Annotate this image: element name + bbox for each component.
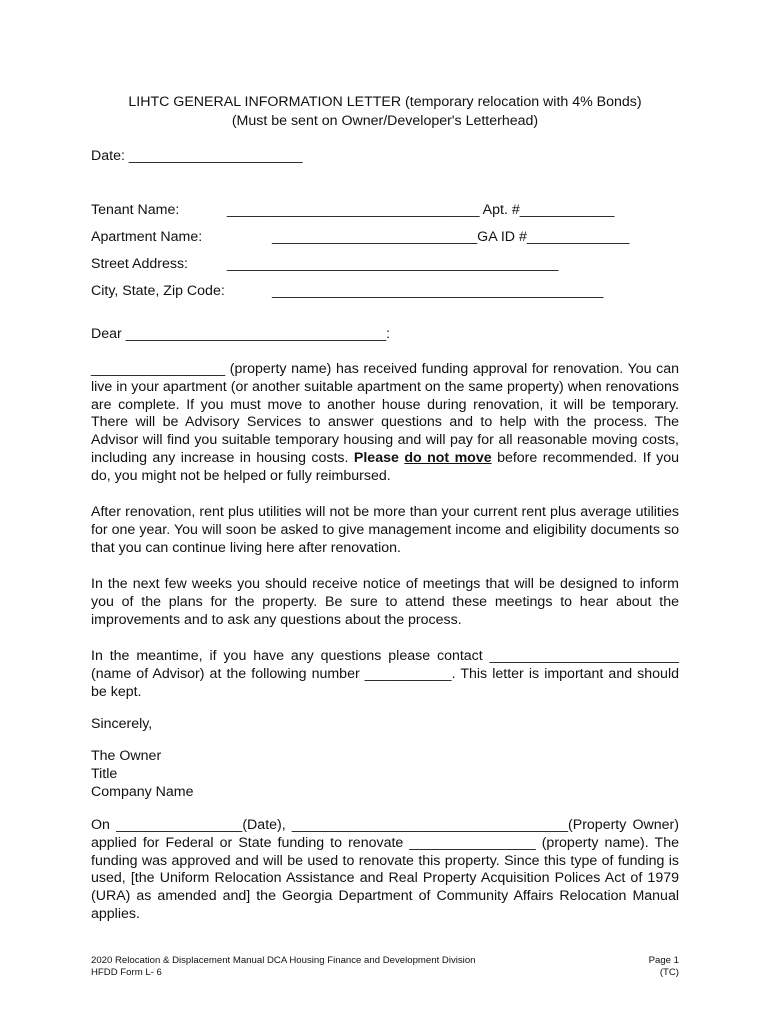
ga-id-label: GA ID # — [477, 229, 527, 245]
property-name-field[interactable]: _________________ — [91, 361, 226, 377]
final-date-field[interactable]: ________________ — [116, 817, 243, 833]
tenant-name-label: Tenant Name: — [91, 202, 180, 218]
apt-field[interactable]: ____________ — [519, 202, 615, 218]
street-address-label: Street Address: — [91, 256, 188, 272]
footer-manual-title: 2020 Relocation & Displacement Manual DCA Housing Finance and Development Division — [91, 955, 476, 966]
apartment-name-field[interactable]: __________________________ — [272, 229, 478, 245]
date-line — [91, 148, 302, 164]
street-address-field[interactable]: __________________________________________ — [227, 256, 559, 272]
closing-title: Title — [91, 766, 118, 782]
footer-form-code: (TC) — [659, 966, 679, 978]
paragraph-funding-statement — [91, 817, 679, 924]
city-state-zip-label: City, State, Zip Code: — [91, 283, 225, 299]
p4-text1: In the meantime, if you have any questions please contact — [91, 648, 490, 664]
salutation — [91, 326, 390, 342]
city-state-zip-field[interactable]: __________________________________________ — [272, 283, 604, 299]
final-text2: (property name). The funding was approved and will be used to renovate this property. Since this type of funding is used, [the Uniform Relocation Assistance and Real Property Acquisition Polices Act of 1979 (URA) as amended and] the Georgia Department of Community Affairs Relocation Manual applies. — [91, 834, 679, 922]
closing-sincerely: Sincerely, — [91, 716, 153, 732]
apt-label: Apt. # — [482, 202, 520, 218]
salutation-colon: : — [386, 326, 391, 342]
footer-right — [649, 955, 679, 978]
p1-bold-text: Please — [353, 449, 405, 466]
apartment-name-label: Apartment Name: — [91, 229, 203, 245]
date-field[interactable]: ______________________ — [128, 148, 303, 164]
closing-company: Company Name — [91, 784, 194, 800]
advisor-name-field[interactable]: ________________________ — [489, 648, 679, 664]
date-label: Date: — [91, 148, 125, 164]
footer-left — [91, 955, 476, 978]
paragraph-funding-approval — [91, 361, 679, 486]
footer-form-id: HFDD Form L- 6 — [91, 966, 162, 978]
paragraph-rent-utilities: After renovation, rent plus utilities will not be more than your current rent plus average utilities for one year. You will soon be asked to give management income and eligibility documents so that you can continue living here after renovation. — [91, 504, 679, 556]
tenant-name-field[interactable]: ________________________________ — [227, 202, 480, 218]
p1-text: (property name) has received funding approval for renovation. You can live in your apartment (or another suitable apartment on the same property) when renovations are complete. If you must move to another house during renovation, it will be temporary. There will be Advisory Services to answer questions and to help with the process. The Advisor will find you suitable temporary housing and will pay for all reasonable moving costs, including any increase in housing costs. — [91, 361, 679, 466]
p1-end-text: before recommended. If you do, you might not be helped or fully reimbursed. — [91, 449, 679, 484]
p1-do-not-move: do not move — [404, 449, 492, 466]
advisor-number-field[interactable]: ___________ — [364, 665, 452, 682]
tenant-apt-line — [227, 202, 614, 218]
final-property-field[interactable]: ________________ — [409, 834, 536, 851]
final-owner-field[interactable]: ___________________________________ — [291, 817, 568, 833]
final-on: On — [91, 817, 117, 833]
final-text1: (Property Owner) applied for Federal or State funding to renovate — [91, 817, 679, 851]
apartment-gaid-line — [272, 229, 629, 245]
ga-id-field[interactable]: _____________ — [526, 229, 630, 245]
p4-text3: . This letter is important and should be kept. — [91, 665, 679, 700]
closing-owner: The Owner — [91, 748, 162, 764]
letter-subtitle: (Must be sent on Owner/Developer's Letterhead) — [231, 113, 539, 129]
dear-label: Dear — [91, 326, 122, 342]
final-date-text: (Date), — [242, 817, 292, 833]
paragraph-meetings: In the next few weeks you should receive notice of meetings that will be designed to inform you of the plans for the property. Be sure to attend these meetings to hear about the improvements and to ask any questions about the process. — [91, 576, 679, 628]
p4-text2: (name of Advisor) at the following number — [91, 665, 365, 682]
footer-page-number: Page 1 — [648, 955, 679, 966]
letter-title: LIHTC GENERAL INFORMATION LETTER (temporary relocation with 4% Bonds) — [128, 94, 642, 110]
recipient-field[interactable]: _________________________________ — [125, 326, 387, 342]
paragraph-advisor-contact — [91, 648, 679, 701]
